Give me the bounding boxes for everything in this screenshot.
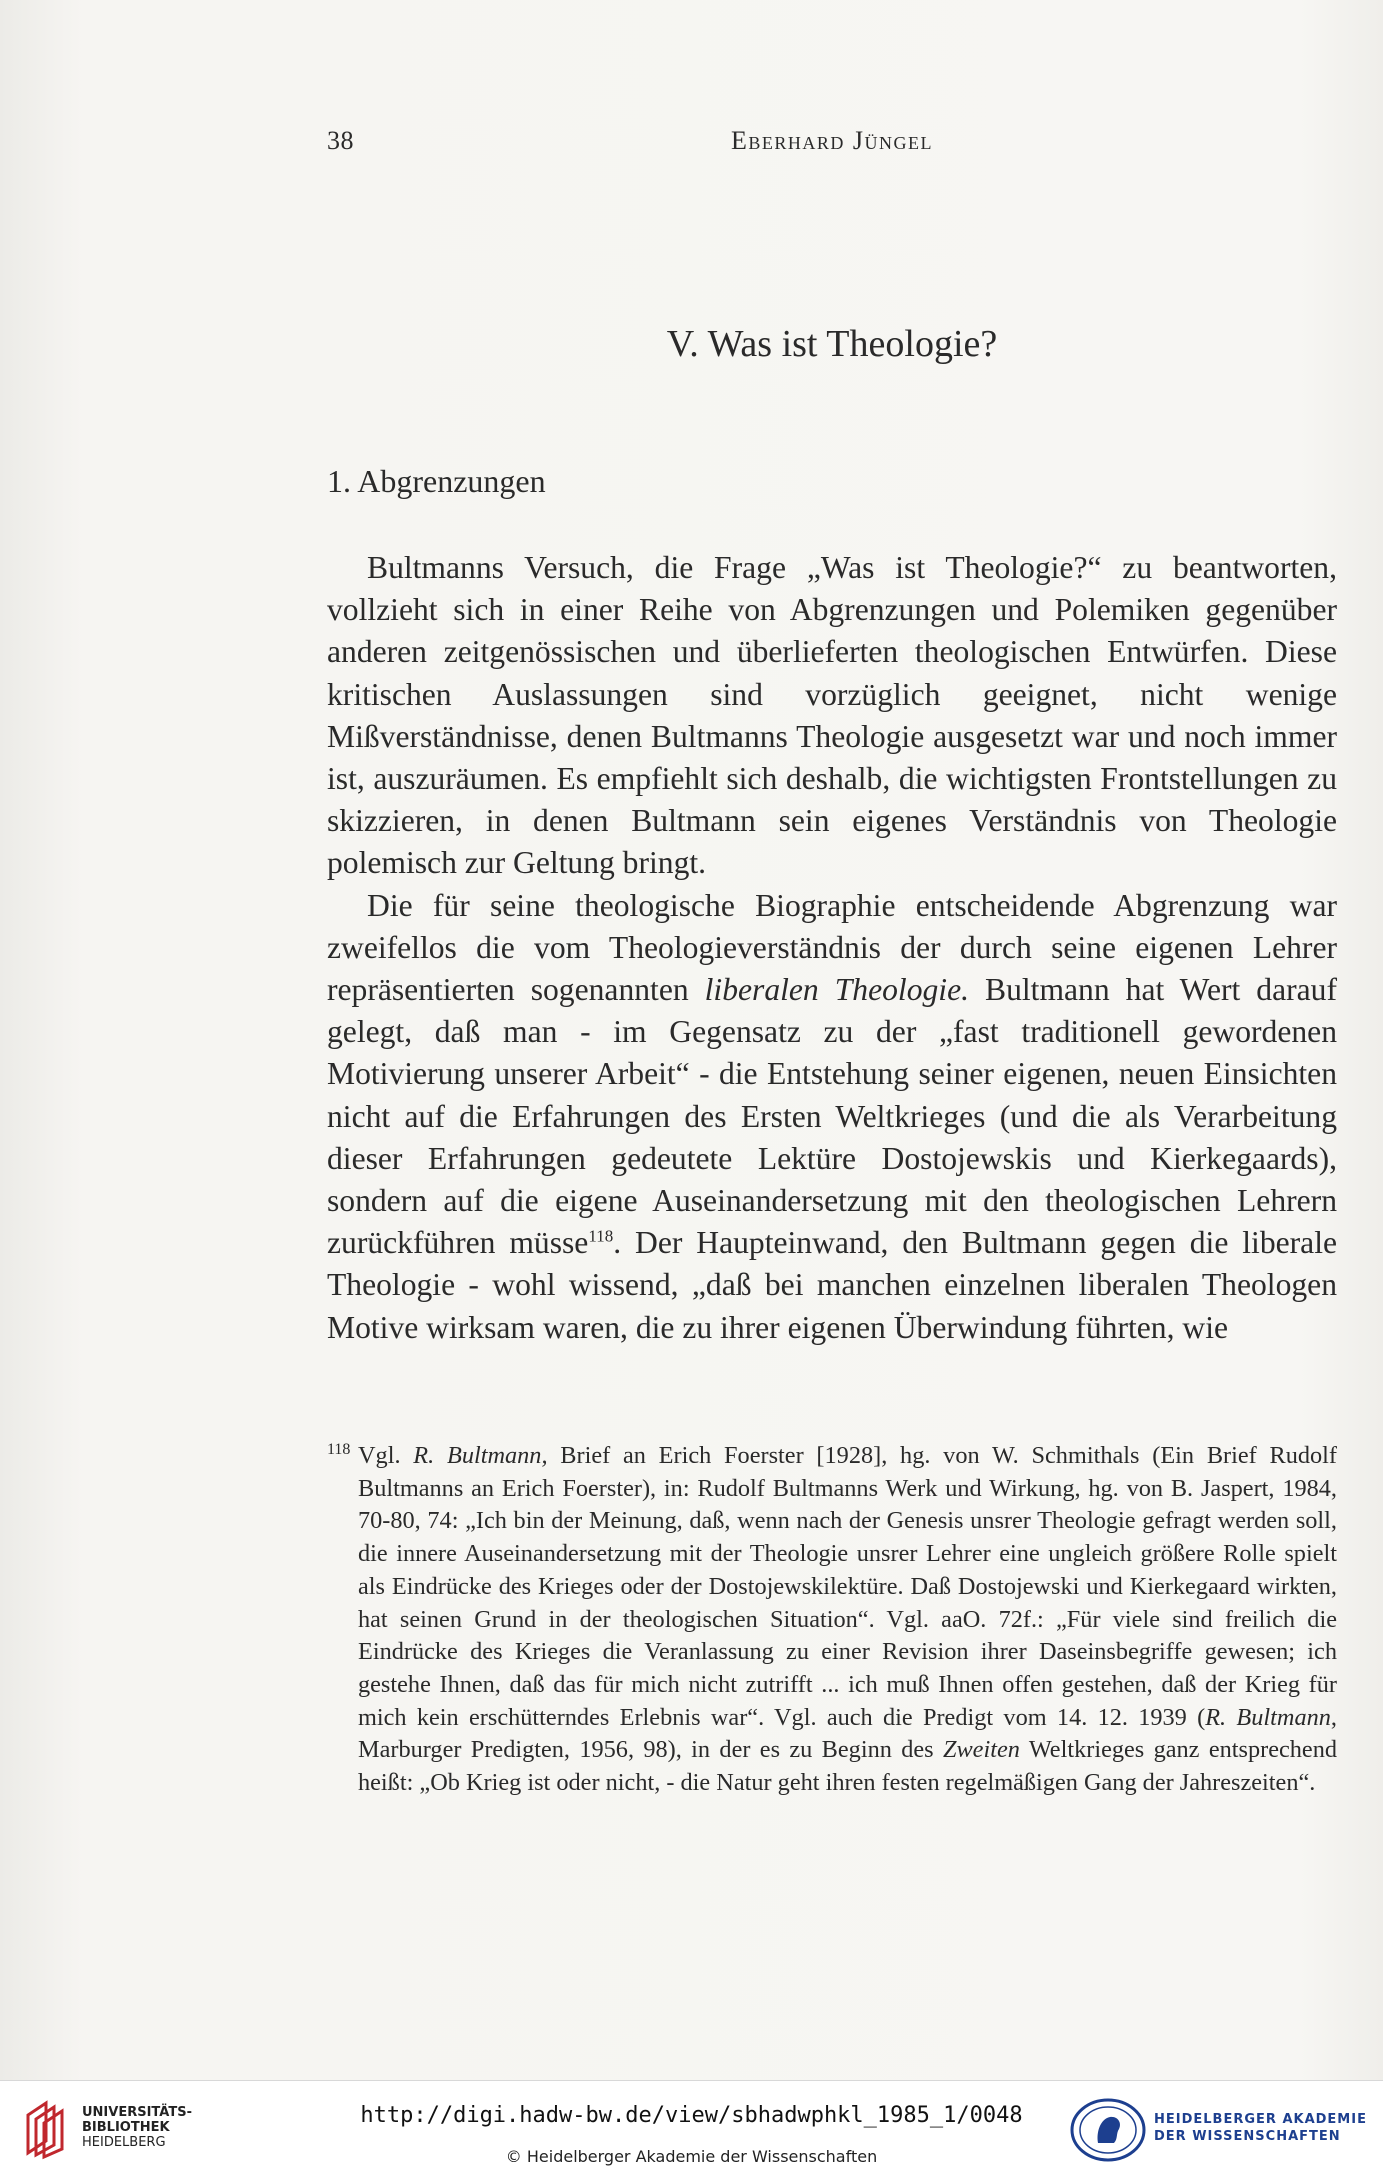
body-text — [327, 547, 1337, 1349]
paragraph-2-text-a: Die für seine theologische Biographie entscheidende Abgrenzung war zweifellos die vom Theologieverständnis der durch seine eigenen Lehrer repräsentierten sogenannten — [327, 887, 1337, 1008]
viewer-footer — [0, 2080, 1383, 2180]
ub-line-1: UNIVERSITÄTS- — [82, 2105, 192, 2120]
footnote — [327, 1440, 1337, 1800]
permalink-url[interactable]: http://digi.hadw-bw.de/view/sbhadwphkl_1985_1/0048 — [360, 2103, 1023, 2128]
section-heading: 1. Abgrenzungen — [327, 463, 546, 499]
ub-line-2: BIBLIOTHEK — [82, 2120, 170, 2135]
academy-line-2: DER WISSENSCHAFTEN — [1154, 2129, 1341, 2144]
footnote-text-4: Weltkrieges ganz entsprechend heißt: „Ob Krieg ist oder nicht, - die Natur geht ihren festen regelmäßigen Gang der Jahreszeiten“. — [358, 1736, 1337, 1797]
footnote-italic-1: R. Bultmann, — [413, 1442, 548, 1469]
ub-line-3: HEIDELBERG — [82, 2135, 166, 2150]
paragraph-2-text-b: Bultmann hat Wert darauf gelegt, daß man - im Gegensatz zu der „fast traditionell gewordenen Motivierung unserer Arbeit“ - die Entstehung seiner eigenen, neuen Einsichten nicht auf die Erfahrungen des Ersten Weltkrieges (und die als Verarbeitung dieser Erfahrungen gedeutete Lektüre Dostojewskis und Kierkegaards), sondern auf die eigene Auseinandersetzung mit den theologischen Lehrern zurückführen müsse — [327, 972, 1337, 1261]
paragraph-2 — [327, 885, 1337, 1349]
footnote-text-1: Vgl. — [358, 1442, 414, 1469]
academy-seal-icon[interactable] — [1068, 2097, 1148, 2163]
paragraph-2-italic: liberalen Theologie. — [704, 972, 969, 1008]
footnote-italic-3: Zweiten — [942, 1736, 1020, 1764]
footnote-italic-2: R. Bultmann — [1205, 1703, 1331, 1731]
academy-name — [1154, 2111, 1367, 2145]
footnote-text-2: Brief an Erich Foerster [1928], hg. von W. Schmithals (Ein Brief Rudolf Bultmanns an Erich Foerster), in: Rudolf Bultmanns Werk und Wirkung, hg. von B. Jaspert, 1984, 70-80, 74: „Ich bin der Meinung, daß, wenn nach der Genesis unsrer Theologie gefragt werden soll, die innere Auseinandersetzung mit der Theologie unsrer Lehrer eine ungleich größere Rolle spielt als Eindrücke des Krieges oder der Dostojewskilektüre. Daß Dostojewski und Kierkegaard wirkten, hat seinen Grund in der theologischen Situation“. Vgl. aaO. 72f.: „Für viele sind freilich die Eindrücke des Krieges die Veranlassung zu einer Revision ihrer Daseinsbegriffe gewesen; ich gestehe Ihnen, daß das für mich nicht zutrifft ... ich muß Ihnen offen gestehen, daß der Krieg für mich kein erschütterndes Erlebnis war“. Vgl. auch die Predigt vom 14. 12. 1939 ( — [358, 1442, 1337, 1731]
footnote-mark: 118 — [327, 1441, 351, 1458]
footnote-body — [358, 1440, 1337, 1800]
running-head: Eberhard Jüngel — [731, 126, 933, 155]
footnote-text-3: , Marburger Predigten, 1956, 98), in der es zu Beginn des — [358, 1703, 1337, 1764]
chapter-title: V. Was ist Theologie? — [666, 323, 998, 365]
footnote-reference: 118 — [588, 1226, 614, 1246]
copyright-notice: © Heidelberger Akademie der Wissenschaften — [505, 2147, 878, 2166]
paragraph-2-text-c: . Der Haupteinwand, den Bultmann gegen die liberale Theologie - wohl wissend, „daß bei manchen einzelnen liberalen Theologen Motive wirksam waren, die zu ihrer eigenen Überwindung führten, wie — [327, 1225, 1337, 1345]
academy-line-1: HEIDELBERGER AKADEMIE — [1154, 2112, 1367, 2127]
page-number: 38 — [327, 126, 354, 155]
paragraph-1: Bultmanns Versuch, die Frage „Was ist Theologie?“ zu beantworten, vollzieht sich in einer Reihe von Abgrenzungen und Polemiken gegenüber anderen zeitgenössischen und überlieferten theologischen Entwürfen. Diese kritischen Auslassungen sind vorzüglich geeignet, nicht wenige Mißverständnisse, denen Bultmanns Theologie ausgesetzt war und noch immer ist, auszuräumen. Es empfiehlt sich deshalb, die wichtigsten Frontstellungen zu skizzieren, in denen Bultmann sein eigenes Verständnis von Theologie polemisch zur Geltung bringt. — [327, 550, 1337, 881]
